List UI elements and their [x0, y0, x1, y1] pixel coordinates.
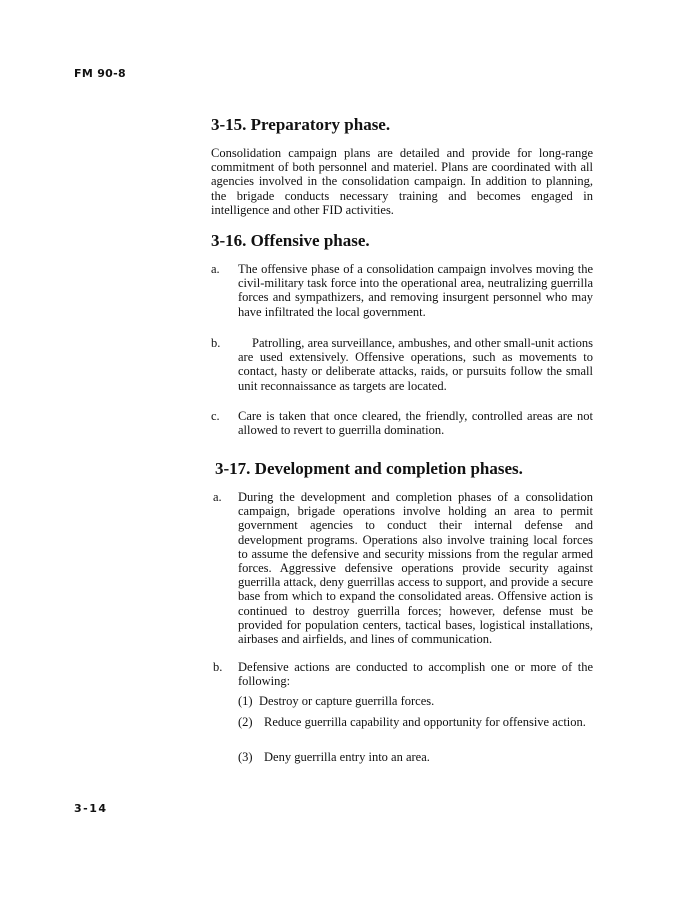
- section-3-17-item-b: [213, 660, 593, 688]
- subitem-text: Destroy or capture guerrilla forces.: [259, 694, 435, 708]
- section-3-17-item-a: [213, 490, 593, 646]
- list-label: c.: [211, 409, 220, 423]
- section-3-16-heading: 3-16. Offensive phase.: [211, 231, 370, 250]
- list-text: Care is taken that once cleared, the friendly, controlled areas are not allowed to revert to guerrilla domination.: [238, 409, 593, 438]
- section-3-17-subitem-1: [238, 694, 593, 708]
- document-id-header: FM 90-8: [74, 67, 126, 80]
- section-3-15-body-block: [211, 146, 593, 217]
- section-3-16-item-a: [211, 262, 593, 319]
- section-3-17-heading: 3-17. Development and completion phases.: [215, 459, 523, 478]
- list-label: b.: [213, 660, 223, 674]
- list-label: b.: [211, 336, 221, 350]
- section-3-15-paragraph: Consolidation campaign plans are detailed and provide for long-range commitment of both personnel and materiel. Plans are coordinated with all agencies involved in the consolidation campaign. In addition to planning, the brigade conducts necessary training and becomes engaged in intelligence and other FID activities.: [211, 146, 593, 217]
- page-number-footer: 3-14: [74, 802, 108, 815]
- section-3-17-subitem-3: [238, 750, 593, 764]
- subitem-number: (2): [238, 715, 253, 729]
- subitem-number: (1): [238, 694, 253, 708]
- list-text: Patrolling, area surveillance, ambushes, and other small-unit actions are used extensively. Offensive operations, such as movements to contact, hasty or deliberate attacks, raids, or pursuits follow the small unit reconnaissance as targets are located.: [238, 336, 593, 393]
- list-label: a.: [213, 490, 222, 504]
- list-text: The offensive phase of a consolidation campaign involves moving the civil-military task force into the operational area, neutralizing guerrilla forces and sympathizers, and removing insurgent personnel who may have infiltrated the local government.: [238, 262, 593, 319]
- subitem-text: Deny guerrilla entry into an area.: [264, 750, 430, 764]
- subitem-number: (3): [238, 750, 253, 764]
- list-label: a.: [211, 262, 220, 276]
- section-3-16-item-c: [211, 409, 593, 437]
- list-text: Defensive actions are conducted to accomplish one or more of the following:: [238, 660, 593, 689]
- section-3-15-heading: 3-15. Preparatory phase.: [211, 115, 391, 134]
- subitem-text: Reduce guerrilla capability and opportunity for offensive action.: [264, 715, 586, 729]
- section-3-17-subitem-2: [238, 715, 593, 729]
- list-text: During the development and completion phases of a consolidation campaign, brigade operations involve holding an area to permit government agencies to conduct their internal defense and development programs. Operations also involve training local forces to assume the defensive and security missions from the regular armed forces. Aggressive defensive operations provide security against guerrilla attack, deny guerrillas access to support, and provide a secure base from which to expand the consolidated areas. Offensive action is continued to destroy guerrilla forces; however, defense must be provided for population centers, tactical bases, logistical installations, airbases and airfields, and lines of communication.: [238, 490, 593, 647]
- section-3-16-item-b: [211, 336, 593, 393]
